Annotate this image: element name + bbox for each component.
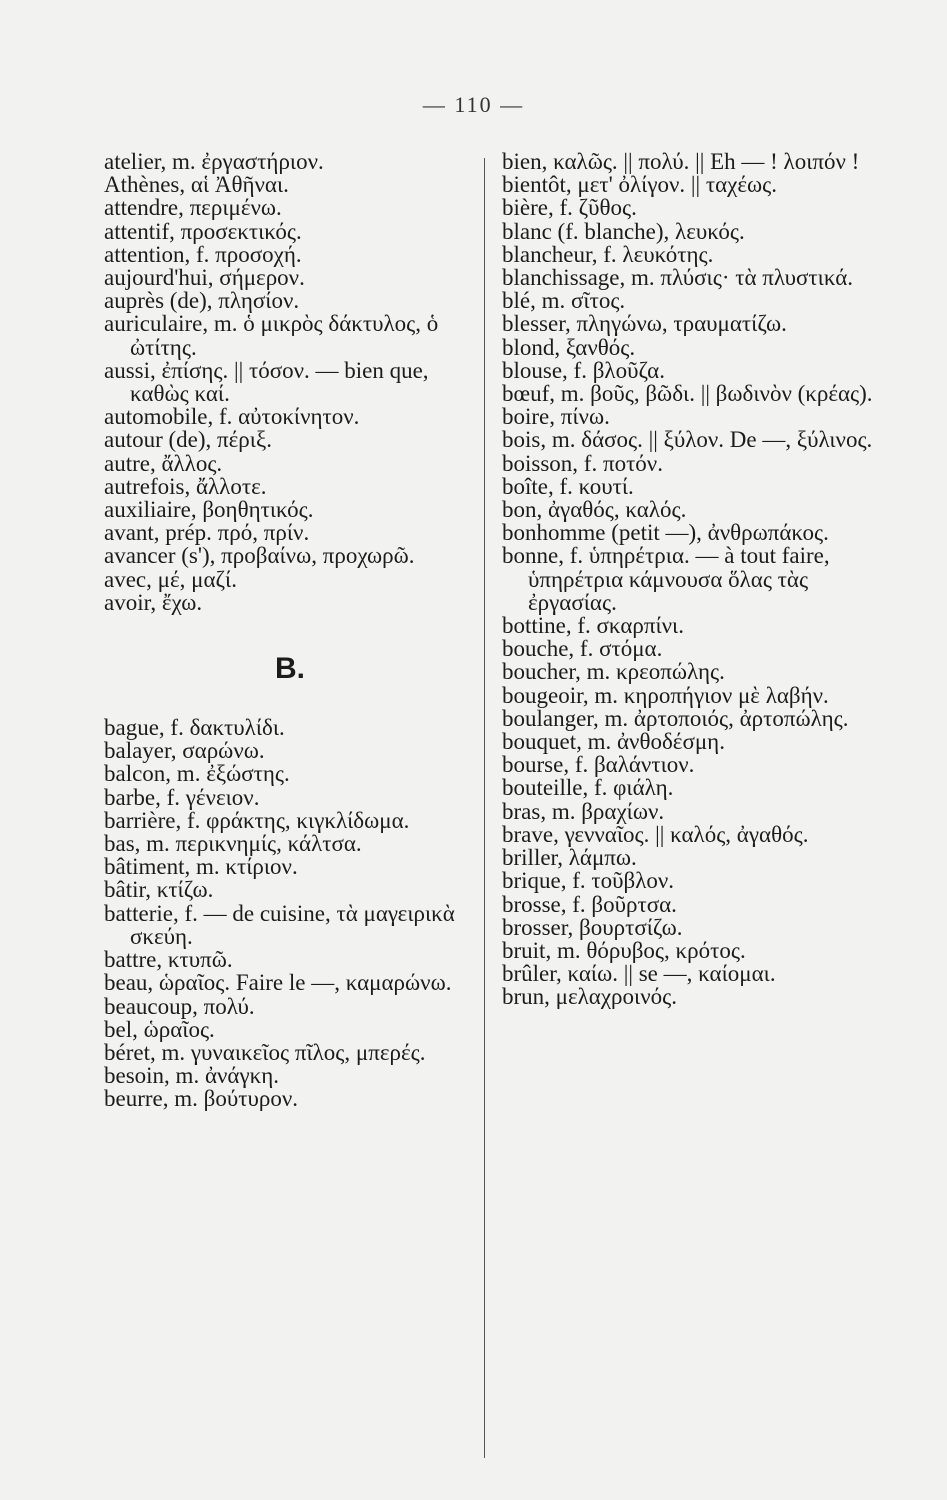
dictionary-entry: auriculaire, m. ὁ μικρὸς δάκτυλος, ὁ ὠτίτης.	[104, 311, 439, 360]
dictionary-entry: bâtir, κτίζω.	[104, 877, 214, 903]
dictionary-entry: blesser, πληγώνω, τραυματίζω.	[502, 311, 787, 337]
entries-right	[502, 150, 874, 1009]
dictionary-entry: barrière, f. φράκτης, κιγκλίδωμα.	[104, 807, 410, 833]
dictionary-entry: boisson, f. ποτόν.	[502, 450, 663, 476]
dictionary-entry: blancheur, f. λευκότης.	[502, 241, 714, 267]
dictionary-entry: aussi, ἐπίσης. || τόσον. — bien que, καθὼς καί.	[104, 357, 429, 407]
right-column	[502, 150, 874, 1009]
dictionary-entry: autour (de), πέριξ.	[104, 427, 272, 453]
dictionary-entry: attentif, προσεκτικός.	[104, 218, 302, 244]
dictionary-entry: bonhomme (petit —), ἀνθρωπάκος.	[502, 520, 829, 546]
dictionary-entry: bruit, m. θόρυβος, κρότος.	[502, 937, 746, 963]
dictionary-entry: blouse, f. βλοῦζα.	[502, 357, 665, 383]
dictionary-entry: bonne, f. ὑπηρέτρια. — à tout faire, ὑπηρέτρια κάμνουσα ὅλας τὰς ἐργασίας.	[502, 543, 830, 615]
page-number: — 110 —	[422, 92, 525, 117]
dictionary-entry: auprès (de), πλησίον.	[104, 288, 300, 314]
entries-b	[104, 716, 476, 1110]
dictionary-entry: boire, πίνω.	[502, 404, 610, 430]
dictionary-entry: bougeoir, m. κηροπήγιον μὲ λαβήν.	[502, 682, 829, 708]
dictionary-entry: blanc (f. blanche), λευκός.	[502, 218, 745, 244]
dictionary-entry: brûler, καίω. || se —, καίομαι.	[502, 961, 776, 987]
dictionary-entry: autre, ἄλλος.	[104, 450, 223, 476]
dictionary-entry: bouche, f. στόμα.	[502, 636, 663, 662]
dictionary-entry: bon, ἀγαθός, καλός.	[502, 497, 687, 523]
dictionary-entry: Athènes, αἱ Ἀθῆναι.	[104, 172, 289, 198]
dictionary-entry: brique, f. τοῦβλον.	[502, 868, 675, 894]
dictionary-entry: bière, f. ζῦθος.	[502, 195, 637, 221]
dictionary-entry: bague, f. δακτυλίδι.	[104, 715, 285, 741]
dictionary-entry: besoin, m. ἀνάγκη.	[104, 1063, 279, 1089]
dictionary-entry: bourse, f. βαλάντιον.	[502, 752, 695, 778]
dictionary-entry: bel, ὡραῖος.	[104, 1016, 215, 1042]
dictionary-entry: beau, ὡραῖος. Faire le —, καμαρώνω.	[104, 970, 452, 996]
entries-a	[104, 150, 476, 614]
dictionary-entry: beaucoup, πολύ.	[104, 993, 255, 1019]
dictionary-entry: bas, m. περικνημίς, κάλτσα.	[104, 831, 362, 857]
dictionary-entry: blond, ξανθός.	[502, 334, 636, 360]
dictionary-entry: avant, prép. πρό, πρίν.	[104, 520, 310, 546]
dictionary-entry: bien, καλῶς. || πολύ. || Eh — ! λοιπόν !	[502, 149, 860, 174]
dictionary-entry: brosse, f. βοῦρτσα.	[502, 891, 677, 917]
dictionary-entry: balayer, σαρώνω.	[104, 738, 265, 764]
dictionary-entry: bras, m. βραχίων.	[502, 798, 665, 824]
column-divider	[484, 158, 485, 1458]
dictionary-entry: auxiliaire, βοηθητικός.	[104, 497, 314, 523]
dictionary-entry: balcon, m. ἐξώστης.	[104, 761, 290, 787]
dictionary-entry: avec, μέ, μαζί.	[104, 566, 237, 592]
dictionary-entry: bouquet, m. ἀνθοδέσμη.	[502, 729, 725, 755]
dictionary-entry: béret, m. γυναικεῖος πῖλος, μπερές.	[104, 1039, 426, 1065]
dictionary-entry: bientôt, μετ' ὀλίγον. || ταχέως.	[502, 172, 778, 198]
dictionary-entry: aujourd'hui, σήμερον.	[104, 265, 305, 291]
dictionary-entry: autrefois, ἄλλοτε.	[104, 473, 267, 499]
dictionary-entry: blé, m. σῖτος.	[502, 288, 626, 314]
dictionary-entry: brave, γενναῖος. || καλός, ἀγαθός.	[502, 821, 809, 847]
dictionary-entry: bouteille, f. φιάλη.	[502, 775, 674, 801]
dictionary-entry: avoir, ἔχω.	[104, 589, 203, 615]
dictionary-entry: brun, μελαχροινός.	[502, 984, 677, 1010]
section-letter: B.	[275, 652, 305, 686]
dictionary-entry: briller, λάμπω.	[502, 845, 637, 871]
left-column	[104, 150, 476, 1111]
dictionary-entry: bâtiment, m. κτίριον.	[104, 854, 298, 880]
dictionary-entry: barbe, f. γένειον.	[104, 784, 260, 810]
dictionary-entry: brosser, βουρτσίζω.	[502, 914, 683, 940]
dictionary-entry: boîte, f. κουτί.	[502, 473, 634, 499]
dictionary-entry: avancer (s'), προβαίνω, προχωρῶ.	[104, 543, 415, 569]
dictionary-entry: atelier, m. ἐργαστήριον.	[104, 149, 324, 174]
dictionary-entry: boulanger, m. ἀρτοποιός, ἀρτοπώλης.	[502, 705, 849, 731]
dictionary-entry: blanchissage, m. πλύσις· τὰ πλυστικά.	[502, 265, 854, 291]
dictionary-entry: automobile, f. αὐτοκίνητον.	[104, 404, 360, 430]
dictionary-entry: boucher, m. κρεοπώλης.	[502, 659, 725, 685]
dictionary-entry: battre, κτυπῶ.	[104, 947, 233, 973]
dictionary-entry: bottine, f. σκαρπίνι.	[502, 613, 684, 639]
dictionary-entry: bœuf, m. βοῦς, βῶδι. || βωδινὸν (κρέας).	[502, 381, 873, 407]
dictionary-entry: beurre, m. βούτυρον.	[104, 1086, 298, 1112]
dictionary-entry: batterie, f. — de cuisine, τὰ μαγειρικὰ σκεύη.	[104, 900, 455, 949]
dictionary-entry: bois, m. δάσος. || ξύλον. De —, ξύλινος.	[502, 427, 873, 453]
dictionary-entry: attention, f. προσοχή.	[104, 241, 302, 267]
dictionary-entry: attendre, περιμένω.	[104, 195, 282, 221]
